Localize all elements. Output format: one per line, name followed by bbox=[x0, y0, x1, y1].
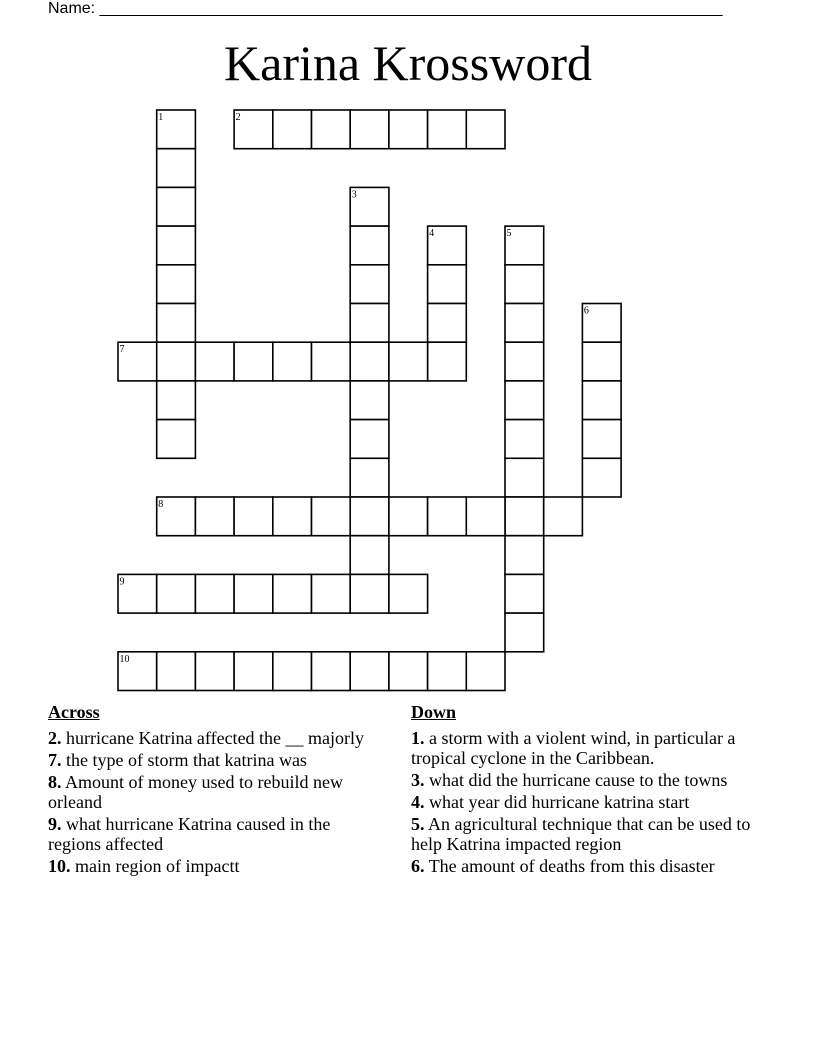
grid-cell[interactable] bbox=[350, 420, 389, 459]
grid-cell[interactable] bbox=[234, 652, 273, 691]
grid-cell[interactable] bbox=[428, 652, 467, 691]
grid-cell[interactable] bbox=[582, 458, 621, 497]
grid-cell[interactable] bbox=[157, 497, 196, 536]
grid-cell[interactable] bbox=[350, 226, 389, 265]
grid-cell[interactable] bbox=[350, 574, 389, 613]
grid-cell[interactable] bbox=[312, 497, 351, 536]
grid-cell[interactable] bbox=[428, 226, 467, 265]
grid-cell[interactable] bbox=[273, 110, 312, 149]
grid-cell[interactable] bbox=[389, 497, 428, 536]
grid-cell[interactable] bbox=[157, 652, 196, 691]
grid-cell[interactable] bbox=[582, 342, 621, 381]
clue-text: Amount of money used to rebuild new orleand bbox=[48, 772, 343, 812]
grid-cell[interactable] bbox=[157, 187, 196, 226]
cell-number: 5 bbox=[506, 228, 512, 240]
grid-cell[interactable] bbox=[505, 613, 544, 652]
grid-cell[interactable] bbox=[505, 497, 544, 536]
grid-cell[interactable] bbox=[350, 110, 389, 149]
cell-number: 4 bbox=[429, 228, 435, 240]
grid-cell[interactable] bbox=[466, 652, 505, 691]
grid-cell[interactable] bbox=[157, 342, 196, 381]
grid-cell[interactable] bbox=[350, 187, 389, 226]
grid-cell[interactable] bbox=[389, 652, 428, 691]
grid-cell[interactable] bbox=[505, 342, 544, 381]
grid-cell[interactable] bbox=[389, 574, 428, 613]
grid-cell[interactable] bbox=[157, 304, 196, 343]
cell-number: 7 bbox=[119, 344, 125, 356]
grid-cell[interactable] bbox=[350, 458, 389, 497]
grid-cell[interactable] bbox=[350, 304, 389, 343]
grid-cell[interactable] bbox=[505, 265, 544, 304]
down-clue bbox=[411, 814, 761, 854]
clue-number: 5. bbox=[411, 814, 425, 834]
grid-cell[interactable] bbox=[389, 342, 428, 381]
clue-text: what hurricane Katrina caused in the regions affected bbox=[48, 814, 331, 854]
grid-cell[interactable] bbox=[505, 574, 544, 613]
clue-number: 4. bbox=[411, 792, 425, 812]
grid-cell[interactable] bbox=[505, 458, 544, 497]
clue-number: 3. bbox=[411, 770, 425, 790]
puzzle-title: Karina Krossword bbox=[224, 35, 592, 91]
clue-number: 7. bbox=[48, 750, 62, 770]
grid-cell[interactable] bbox=[350, 652, 389, 691]
cell-number: 9 bbox=[119, 576, 125, 588]
grid-cell[interactable] bbox=[466, 110, 505, 149]
down-clue bbox=[411, 728, 761, 768]
grid-cell[interactable] bbox=[157, 420, 196, 459]
down-clue bbox=[411, 792, 761, 812]
clue-number: 2. bbox=[48, 728, 62, 748]
grid-cell[interactable] bbox=[157, 574, 196, 613]
grid-cell[interactable] bbox=[273, 342, 312, 381]
grid-cell[interactable] bbox=[312, 342, 351, 381]
grid-cell[interactable] bbox=[428, 497, 467, 536]
grid-cell[interactable] bbox=[157, 265, 196, 304]
clue-text: An agricultural technique that can be used to help Katrina impacted region bbox=[411, 814, 751, 854]
across-clue bbox=[48, 728, 368, 748]
grid-cell[interactable] bbox=[350, 536, 389, 575]
grid-cell[interactable] bbox=[195, 342, 234, 381]
cell-number: 8 bbox=[158, 499, 164, 510]
grid-cell[interactable] bbox=[582, 304, 621, 343]
clue-text: what did the hurricane cause to the towns bbox=[429, 770, 728, 790]
grid-cell[interactable] bbox=[234, 574, 273, 613]
cell-number: 3 bbox=[351, 189, 357, 201]
cell-number: 10 bbox=[119, 653, 130, 665]
across-clue bbox=[48, 814, 368, 854]
clue-text: the type of storm that katrina was bbox=[66, 750, 307, 770]
across-heading: Across bbox=[48, 702, 100, 722]
grid-cell[interactable] bbox=[157, 110, 196, 149]
down-clue bbox=[411, 856, 761, 876]
grid-cell[interactable] bbox=[273, 574, 312, 613]
down-heading: Down bbox=[411, 702, 457, 722]
name-field[interactable]: Name: ______________________________________________________________________ bbox=[48, 0, 723, 17]
clue-text: The amount of deaths from this disaster bbox=[428, 856, 715, 876]
grid-cell[interactable] bbox=[350, 381, 389, 420]
grid-cell[interactable] bbox=[157, 149, 196, 188]
cell-number: 6 bbox=[583, 305, 589, 317]
grid-cell[interactable] bbox=[118, 652, 157, 691]
grid-cell[interactable] bbox=[505, 420, 544, 459]
grid-cell[interactable] bbox=[312, 652, 351, 691]
grid-cell[interactable] bbox=[234, 110, 273, 149]
grid-cell[interactable] bbox=[505, 304, 544, 343]
across-clue bbox=[48, 772, 368, 812]
grid-cell[interactable] bbox=[312, 574, 351, 613]
grid-cell[interactable] bbox=[195, 574, 234, 613]
grid-cell[interactable] bbox=[157, 226, 196, 265]
clue-text: hurricane Katrina affected the __ majorly bbox=[66, 728, 365, 748]
grid-cell[interactable] bbox=[505, 381, 544, 420]
grid-cell[interactable] bbox=[582, 420, 621, 459]
cell-number: 2 bbox=[235, 112, 241, 123]
grid-cell[interactable] bbox=[505, 536, 544, 575]
grid-cell[interactable] bbox=[157, 381, 196, 420]
grid-cell[interactable] bbox=[389, 110, 428, 149]
grid-cell[interactable] bbox=[195, 497, 234, 536]
grid-cell[interactable] bbox=[350, 342, 389, 381]
grid-cell[interactable] bbox=[118, 574, 157, 613]
clue-text: a storm with a violent wind, in particular a tropical cyclone in the Caribbean. bbox=[411, 728, 736, 768]
grid-cell[interactable] bbox=[505, 226, 544, 265]
grid-cell[interactable] bbox=[195, 652, 234, 691]
grid-cell[interactable] bbox=[428, 342, 467, 381]
clue-number: 1. bbox=[411, 728, 425, 748]
across-clues bbox=[48, 702, 368, 878]
cell-number: 1 bbox=[158, 112, 164, 123]
clue-text: what year did hurricane katrina start bbox=[429, 792, 690, 812]
across-clue bbox=[48, 856, 368, 876]
clue-text: main region of impactt bbox=[75, 856, 240, 876]
grid-cell[interactable] bbox=[118, 342, 157, 381]
clue-number: 6. bbox=[411, 856, 425, 876]
clue-number: 9. bbox=[48, 814, 62, 834]
grid-cell[interactable] bbox=[350, 265, 389, 304]
grid-cell[interactable] bbox=[582, 381, 621, 420]
across-clue bbox=[48, 750, 368, 770]
grid-cell[interactable] bbox=[234, 497, 273, 536]
grid-cell[interactable] bbox=[466, 497, 505, 536]
grid-cell[interactable] bbox=[234, 342, 273, 381]
grid-cell[interactable] bbox=[428, 110, 467, 149]
clue-number: 10. bbox=[48, 856, 71, 876]
down-clue bbox=[411, 770, 761, 790]
grid-cell[interactable] bbox=[273, 497, 312, 536]
grid-cell[interactable] bbox=[312, 110, 351, 149]
clue-number: 8. bbox=[48, 772, 62, 792]
grid-cell[interactable] bbox=[273, 652, 312, 691]
grid-cell[interactable] bbox=[350, 497, 389, 536]
grid-cell[interactable] bbox=[544, 497, 583, 536]
grid-cell[interactable] bbox=[428, 265, 467, 304]
grid-cell[interactable] bbox=[428, 304, 467, 343]
down-clues bbox=[411, 702, 761, 878]
